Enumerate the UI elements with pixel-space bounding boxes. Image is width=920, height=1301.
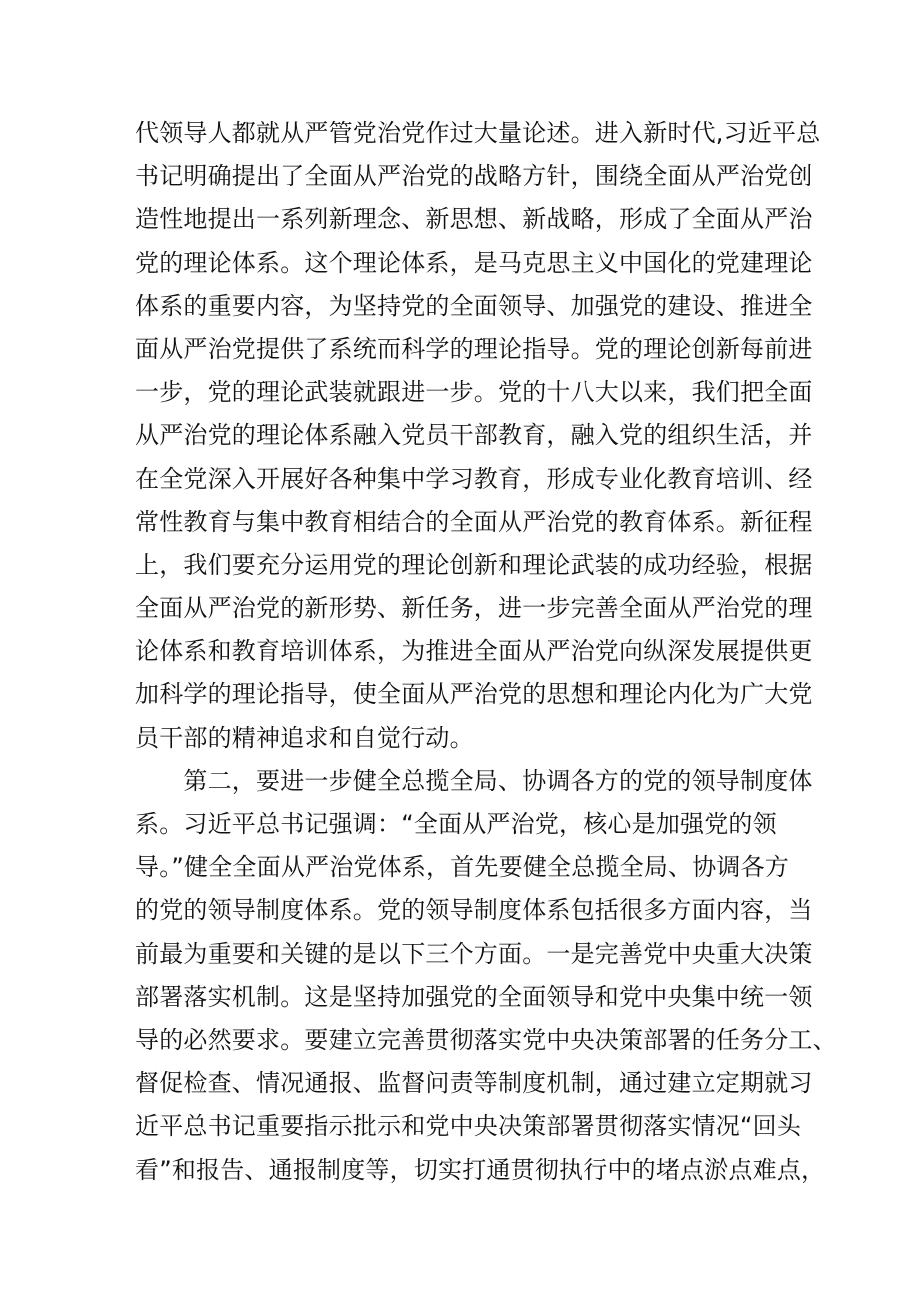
text-line: 导的必然要求。要建立完善贯彻落实党中央决策部署的任务分工、 bbox=[135, 1025, 837, 1054]
text-line: 从严治党的理论体系融入党员干部教育，融入党的组织生活，并 bbox=[135, 421, 813, 450]
text-line: 的党的领导制度体系。党的领导制度体系包括很多方面内容，当 bbox=[135, 896, 813, 925]
text-line: 在全党深入开展好各种集中学习教育，形成专业化教育培训、经 bbox=[135, 464, 813, 493]
text-line: 论体系和教育培训体系，为推进全面从严治党向纵深发展提供更 bbox=[135, 637, 813, 666]
text-line: 面从严治党提供了系统而科学的理论指导。党的理论创新每前进 bbox=[135, 334, 813, 363]
text-line: 全面从严治党的新形势、新任务，进一步完善全面从严治党的理 bbox=[135, 594, 813, 623]
text-line: 加科学的理论指导，使全面从严治党的思想和理论内化为广大党 bbox=[135, 680, 813, 709]
text-line: 系。习近平总书记强调：“全面从严治党，核心是加强党的领 bbox=[135, 810, 777, 838]
text-line: 第二，要进一步健全总揽全局、协调各方的党的领导制度体 bbox=[135, 766, 813, 795]
text-line: 近平总书记重要指示批示和党中央决策部署贯彻落实情况“回头 bbox=[135, 1112, 802, 1141]
text-line: 体系的重要内容，为坚持党的全面领导、加强党的建设、推进全 bbox=[135, 291, 813, 320]
text-line: 代领导人都就从严管党治党作过大量论述。进入新时代,习近平总 bbox=[135, 119, 821, 147]
text-line: 一步，党的理论武装就跟进一步。党的十八大以来，我们把全面 bbox=[135, 378, 813, 407]
text-line: 员干部的精神追求和自觉行动。 bbox=[135, 723, 474, 752]
text-line: 书记明确提出了全面从严治党的战略方针，围绕全面从严治党创 bbox=[135, 162, 813, 191]
text-line: 造性地提出一系列新理念、新思想、新战略，形成了全面从严治 bbox=[135, 205, 813, 234]
text-line: 督促检查、情况通报、监督问责等制度机制，通过建立定期就习 bbox=[135, 1069, 813, 1098]
text-line: 上，我们要充分运用党的理论创新和理论武装的成功经验，根据 bbox=[135, 550, 813, 579]
text-line: 前最为重要和关键的是以下三个方面。一是完善党中央重大决策 bbox=[135, 939, 813, 968]
body-text bbox=[135, 112, 837, 1192]
text-line: 导。”健全全面从严治党体系，首先要健全总揽全局、协调各方 bbox=[135, 853, 790, 882]
text-line: 常性教育与集中教育相结合的全面从严治党的教育体系。新征程 bbox=[135, 507, 813, 536]
text-line: 看”和报告、通报制度等，切实打通贯彻执行中的堵点淤点难点， bbox=[135, 1155, 826, 1184]
text-line: 党的理论体系。这个理论体系，是马克思主义中国化的党建理论 bbox=[135, 248, 813, 277]
text-line: 部署落实机制。这是坚持加强党的全面领导和党中央集中统一领 bbox=[135, 982, 813, 1011]
